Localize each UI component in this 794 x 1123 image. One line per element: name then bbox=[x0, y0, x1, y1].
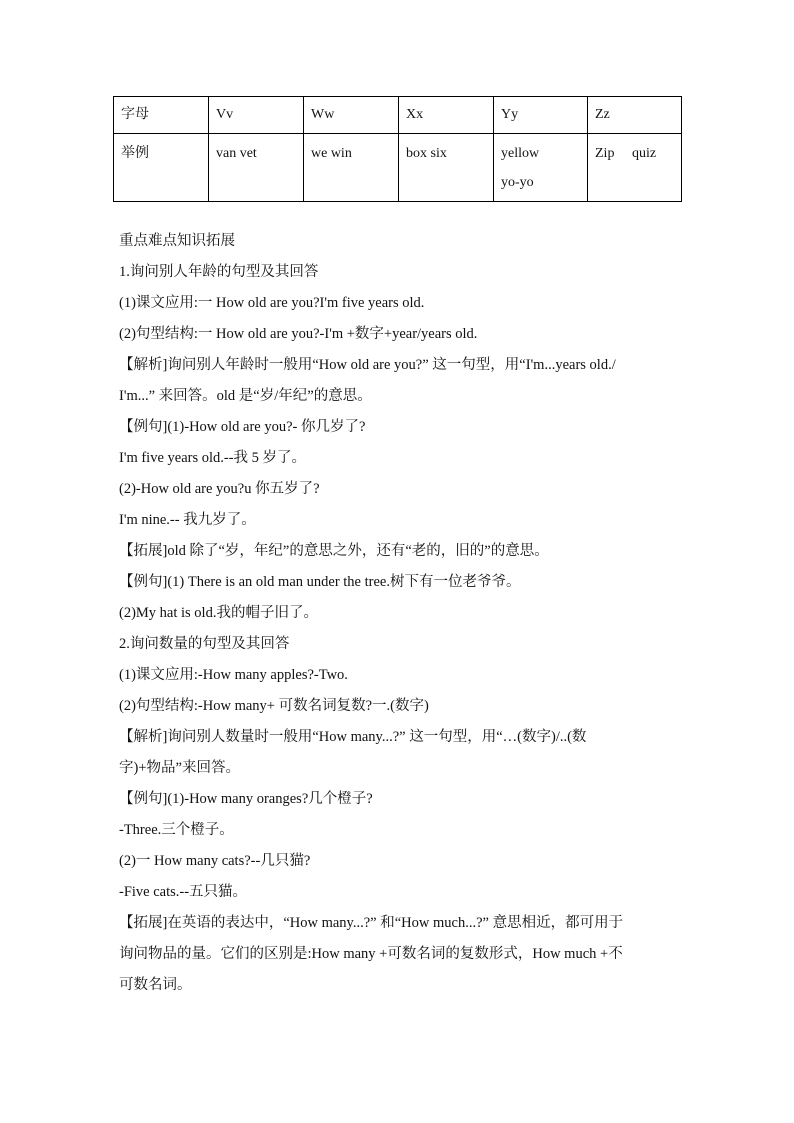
text-line: (2)-How old are you?u 你五岁了? bbox=[119, 481, 320, 497]
text-line: 【拓展]在英语的表达中，“How many...?” 和“How much...?” 意思相近，都可用于 bbox=[119, 915, 624, 931]
text-line: 【例句](1)-How old are you?- 你几岁了? bbox=[119, 419, 366, 435]
text-line: 字)+物品”来回答。 bbox=[119, 760, 240, 776]
letter-example-table bbox=[113, 96, 682, 202]
knowledge-section bbox=[119, 226, 679, 1001]
text-line: (2)My hat is old.我的帽子旧了。 bbox=[119, 605, 318, 621]
table-cell: Vv bbox=[209, 97, 304, 134]
text-line: (2)句型结构:-How many+ 可数名词复数?一.(数字) bbox=[119, 698, 429, 714]
table-cell: Ww bbox=[304, 97, 399, 134]
text-line: 【例句](1) There is an old man under the tree.树下有一位老爷爷。 bbox=[119, 574, 521, 590]
text-line: 【拓展]old 除了“岁，年纪”的意思之外，还有“老的，旧的”的意思。 bbox=[119, 543, 549, 559]
table-cell: Yy bbox=[494, 97, 588, 134]
table-cell: van vet bbox=[209, 134, 304, 202]
text-line: I'm...” 来回答。old 是“岁/年纪”的意思。 bbox=[119, 388, 372, 404]
text-line: -Five cats.--五只猫。 bbox=[119, 884, 248, 900]
text-line: 询问物品的量。它们的区别是:How many +可数名词的复数形式，How much +不 bbox=[119, 946, 623, 962]
text-line: (1)课文应用:一 How old are you?I'm five years old. bbox=[119, 295, 425, 311]
table-cell: Zip quiz bbox=[588, 134, 682, 202]
topic-heading: 1.询问别人年龄的句型及其回答 bbox=[119, 264, 319, 280]
text-line: (1)课文应用:-How many apples?-Two. bbox=[119, 667, 348, 683]
text-line: I'm nine.-- 我九岁了。 bbox=[119, 512, 256, 528]
table-cell: Xx bbox=[399, 97, 494, 134]
table-cell: box six bbox=[399, 134, 494, 202]
text-line: I'm five years old.--我 5 岁了。 bbox=[119, 450, 307, 466]
text-line: (2)一 How many cats?--几只猫? bbox=[119, 853, 311, 869]
text-line: 【解析]询问别人年龄时一般用“How old are you?” 这一句型，用“I'm...years old./ bbox=[119, 357, 616, 373]
table-example-row bbox=[114, 134, 682, 202]
text-line: -Three.三个橙子。 bbox=[119, 822, 234, 838]
section-heading: 重点难点知识拓展 bbox=[119, 233, 235, 249]
table-cell: we win bbox=[304, 134, 399, 202]
text-line: 【解析]询问别人数量时一般用“How many...?” 这一句型，用“…(数字)/..(数 bbox=[119, 729, 587, 745]
table-cell: yellow yo-yo bbox=[494, 134, 588, 202]
text-line: 【例句](1)-How many oranges?几个橙子? bbox=[119, 791, 373, 807]
text-line: 可数名词。 bbox=[119, 977, 192, 993]
table-header-row bbox=[114, 97, 682, 134]
text-line: (2)句型结构:一 How old are you?-I'm +数字+year/years old. bbox=[119, 326, 478, 342]
table-cell: Zz bbox=[588, 97, 682, 134]
table-cell: 字母 bbox=[114, 97, 209, 134]
topic-heading: 2.询问数量的句型及其回答 bbox=[119, 636, 290, 652]
table-cell: 举例 bbox=[114, 134, 209, 202]
